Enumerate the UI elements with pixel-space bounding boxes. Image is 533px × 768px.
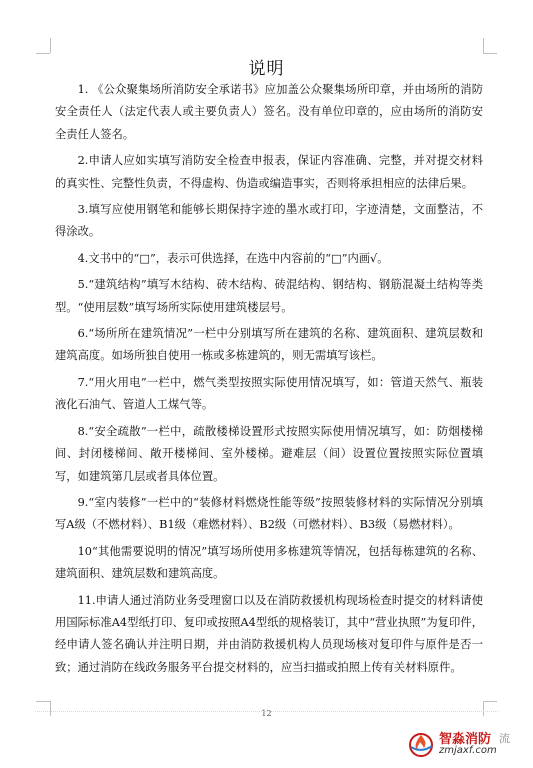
document-title: 说明 bbox=[248, 59, 285, 79]
paragraph-7: 7.“用火用电”一栏中，燃气类型按照实际使用情况填写，如：管道天然气、瓶装液化石油气、管道人工煤气等。 bbox=[55, 375, 483, 412]
paragraph-6: 6.“场所所在建筑情况”一栏中分别填写所在建筑的名称、建筑面积、建筑层数和建筑高度。如场所独自使用一栋或多栋建筑的，则无需填写该栏。 bbox=[55, 327, 483, 363]
page-number: 12 bbox=[261, 709, 272, 718]
watermark bbox=[407, 728, 519, 762]
footer-divider bbox=[35, 711, 498, 712]
paragraph-3: 3.填写应使用钢笔和能够长期保持字迹的墨水或打印，字迹清楚，文面整洁，不得涂改。 bbox=[55, 203, 483, 239]
paragraph-4: 4.文书中的“□”，表示可供选择，在选中内容前的“□”内画√。 bbox=[77, 251, 389, 265]
crop-mark-top-right-v bbox=[483, 38, 484, 53]
document-body bbox=[55, 79, 483, 683]
crop-mark-bottom-left-h bbox=[36, 701, 50, 702]
paragraph-10: 10“其他需要说明的情况”填写场所使用多栋建筑等情况，包括每栋建筑的名称、建筑面积、建筑层数和建筑高度。 bbox=[55, 544, 483, 581]
watermark-suffix: 流 bbox=[499, 732, 510, 745]
watermark-url: zmjaxf.com bbox=[439, 745, 497, 756]
watermark-name: 智淼消防 bbox=[439, 732, 492, 747]
crop-mark-bottom-right-h bbox=[483, 701, 497, 702]
flame-logo-icon bbox=[407, 730, 435, 758]
paragraph-1: 1. 《公众聚集场所消防安全承诺书》应加盖公众聚集场所印章，并由场所的消防安全责任人（法定代表人或主要负责人）签名。没有单位印章的，应由场所的消防安全责任人签名。 bbox=[55, 83, 483, 141]
paragraph-8: 8.“安全疏散”一栏中，疏散楼梯设置形式按照实际使用情况填写，如：防烟楼梯间、封闭楼梯间、敞开楼梯间、室外楼梯。避难层（间）设置位置按照实际位置填写，如建筑第几层或者具体位置。 bbox=[55, 424, 483, 483]
crop-mark-top-left-v bbox=[50, 38, 51, 53]
paragraph-9: 9.“室内装修”一栏中的“装修材料燃烧性能等级”按照装修材料的实际情况分别填写A级（不燃材料）、B1级（难燃材料）、B2级（可燃材料）、B3级（易燃材料）。 bbox=[55, 495, 483, 532]
paragraph-5: 5.“建筑结构”填写木结构、砖木结构、砖混结构、钢结构、钢筋混凝土结构等类型。“使用层数”填写场所实际使用建筑楼层号。 bbox=[55, 278, 483, 314]
paragraph-11: 11.申请人通过消防业务受理窗口以及在消防救援机构现场检查时提交的材料请使用国际标准A4型纸打印、复印或按照A4型纸的规格装订，其中“营业执照”为复印件，经申请人签名确认并注明日期，并由消防救援机构人员现场核对复印件与原件是否一致；通过消防在线政务服务平台提交材料的，应当扫描或拍照上传有关材料原件。 bbox=[55, 593, 483, 674]
paragraph-2: 2.申请人应如实填写消防安全检查申报表，保证内容准确、完整，并对提交材料的真实性、完整性负责，不得虚构、伪造或编造事实，否则将承担相应的法律后果。 bbox=[55, 154, 483, 190]
